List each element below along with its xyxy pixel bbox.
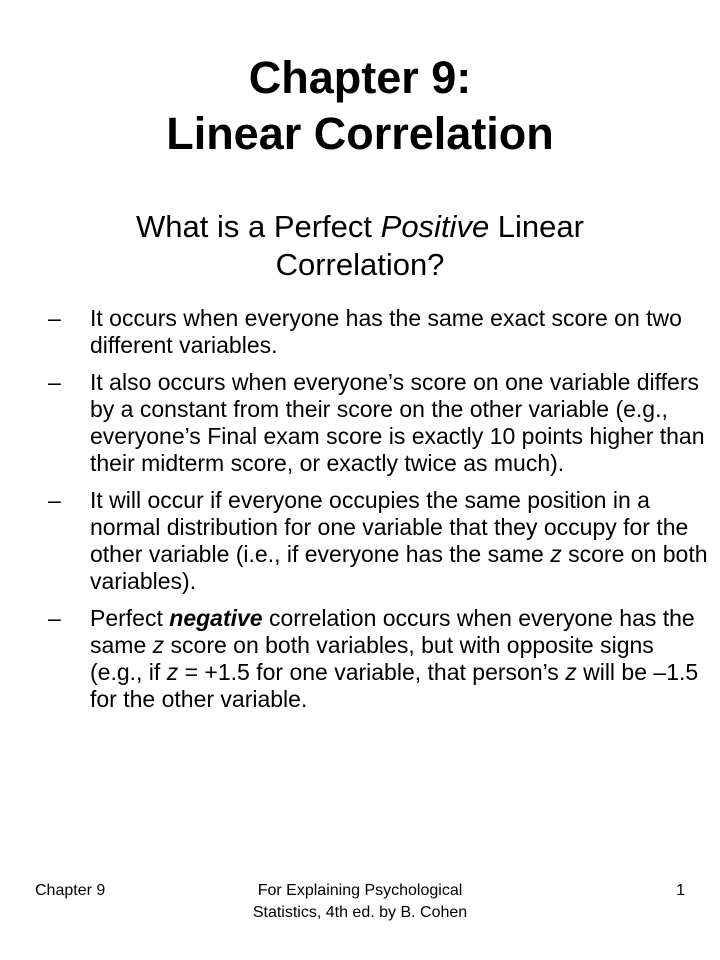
bullet-text: It occurs when everyone has the same exact score on two different variables. <box>90 305 682 358</box>
footer-chapter: Chapter 9 <box>35 882 106 899</box>
bullet-item <box>48 487 708 595</box>
bullet-dash: – <box>48 605 61 631</box>
slide-subtitle <box>60 208 660 284</box>
bullet-text: Perfect <box>90 605 170 631</box>
footer-page-number: 1 <box>676 882 685 899</box>
bullet-item <box>48 605 708 713</box>
bullet-list <box>48 305 708 723</box>
bullet-text: correlation occurs when everyone has the same <box>90 605 695 658</box>
negative-emphasis: negative <box>169 605 263 631</box>
subtitle-text-pre: What is a Perfect <box>136 209 381 244</box>
subtitle-text-post: Linear Correlation? <box>275 209 584 282</box>
z-symbol: z <box>550 541 562 567</box>
title-line-1: Chapter 9: <box>248 52 472 103</box>
bullet-text: It will occur if everyone occupies the same position in a normal distribution for one variable that they occupy for the other variable (i.e., if everyone has the same <box>90 487 689 567</box>
bullet-text: It also occurs when everyone’s score on one variable differs by a constant from their score on the other variable (e.g., everyone’s Final exam score is exactly 10 points higher than their midterm score, or exactly twice as much). <box>90 369 705 476</box>
bullet-item <box>48 369 708 477</box>
z-symbol: z <box>152 632 165 658</box>
subtitle-emphasis: Positive <box>380 209 490 244</box>
bullet-dash: – <box>48 487 61 513</box>
bullet-text: will be –1.5 for the other variable. <box>90 659 699 712</box>
bullet-dash: – <box>48 369 61 395</box>
title-line-2: Linear Correlation <box>166 108 554 159</box>
bullet-text: = +1.5 for one variable, that person’s <box>178 659 566 685</box>
footer-source-line-2: Statistics, 4th ed. by B. Cohen <box>252 904 468 921</box>
footer-source-line-1: For Explaining Psychological <box>257 882 463 899</box>
footer-source <box>180 880 540 924</box>
bullet-text: score on both variables, but with opposite signs (e.g., if <box>90 632 654 685</box>
bullet-item <box>48 305 708 359</box>
bullet-text: score on both variables). <box>90 541 708 594</box>
z-symbol: z <box>565 659 577 685</box>
bullet-dash: – <box>48 305 61 331</box>
slide-title <box>0 50 720 162</box>
z-symbol: z <box>166 659 179 685</box>
